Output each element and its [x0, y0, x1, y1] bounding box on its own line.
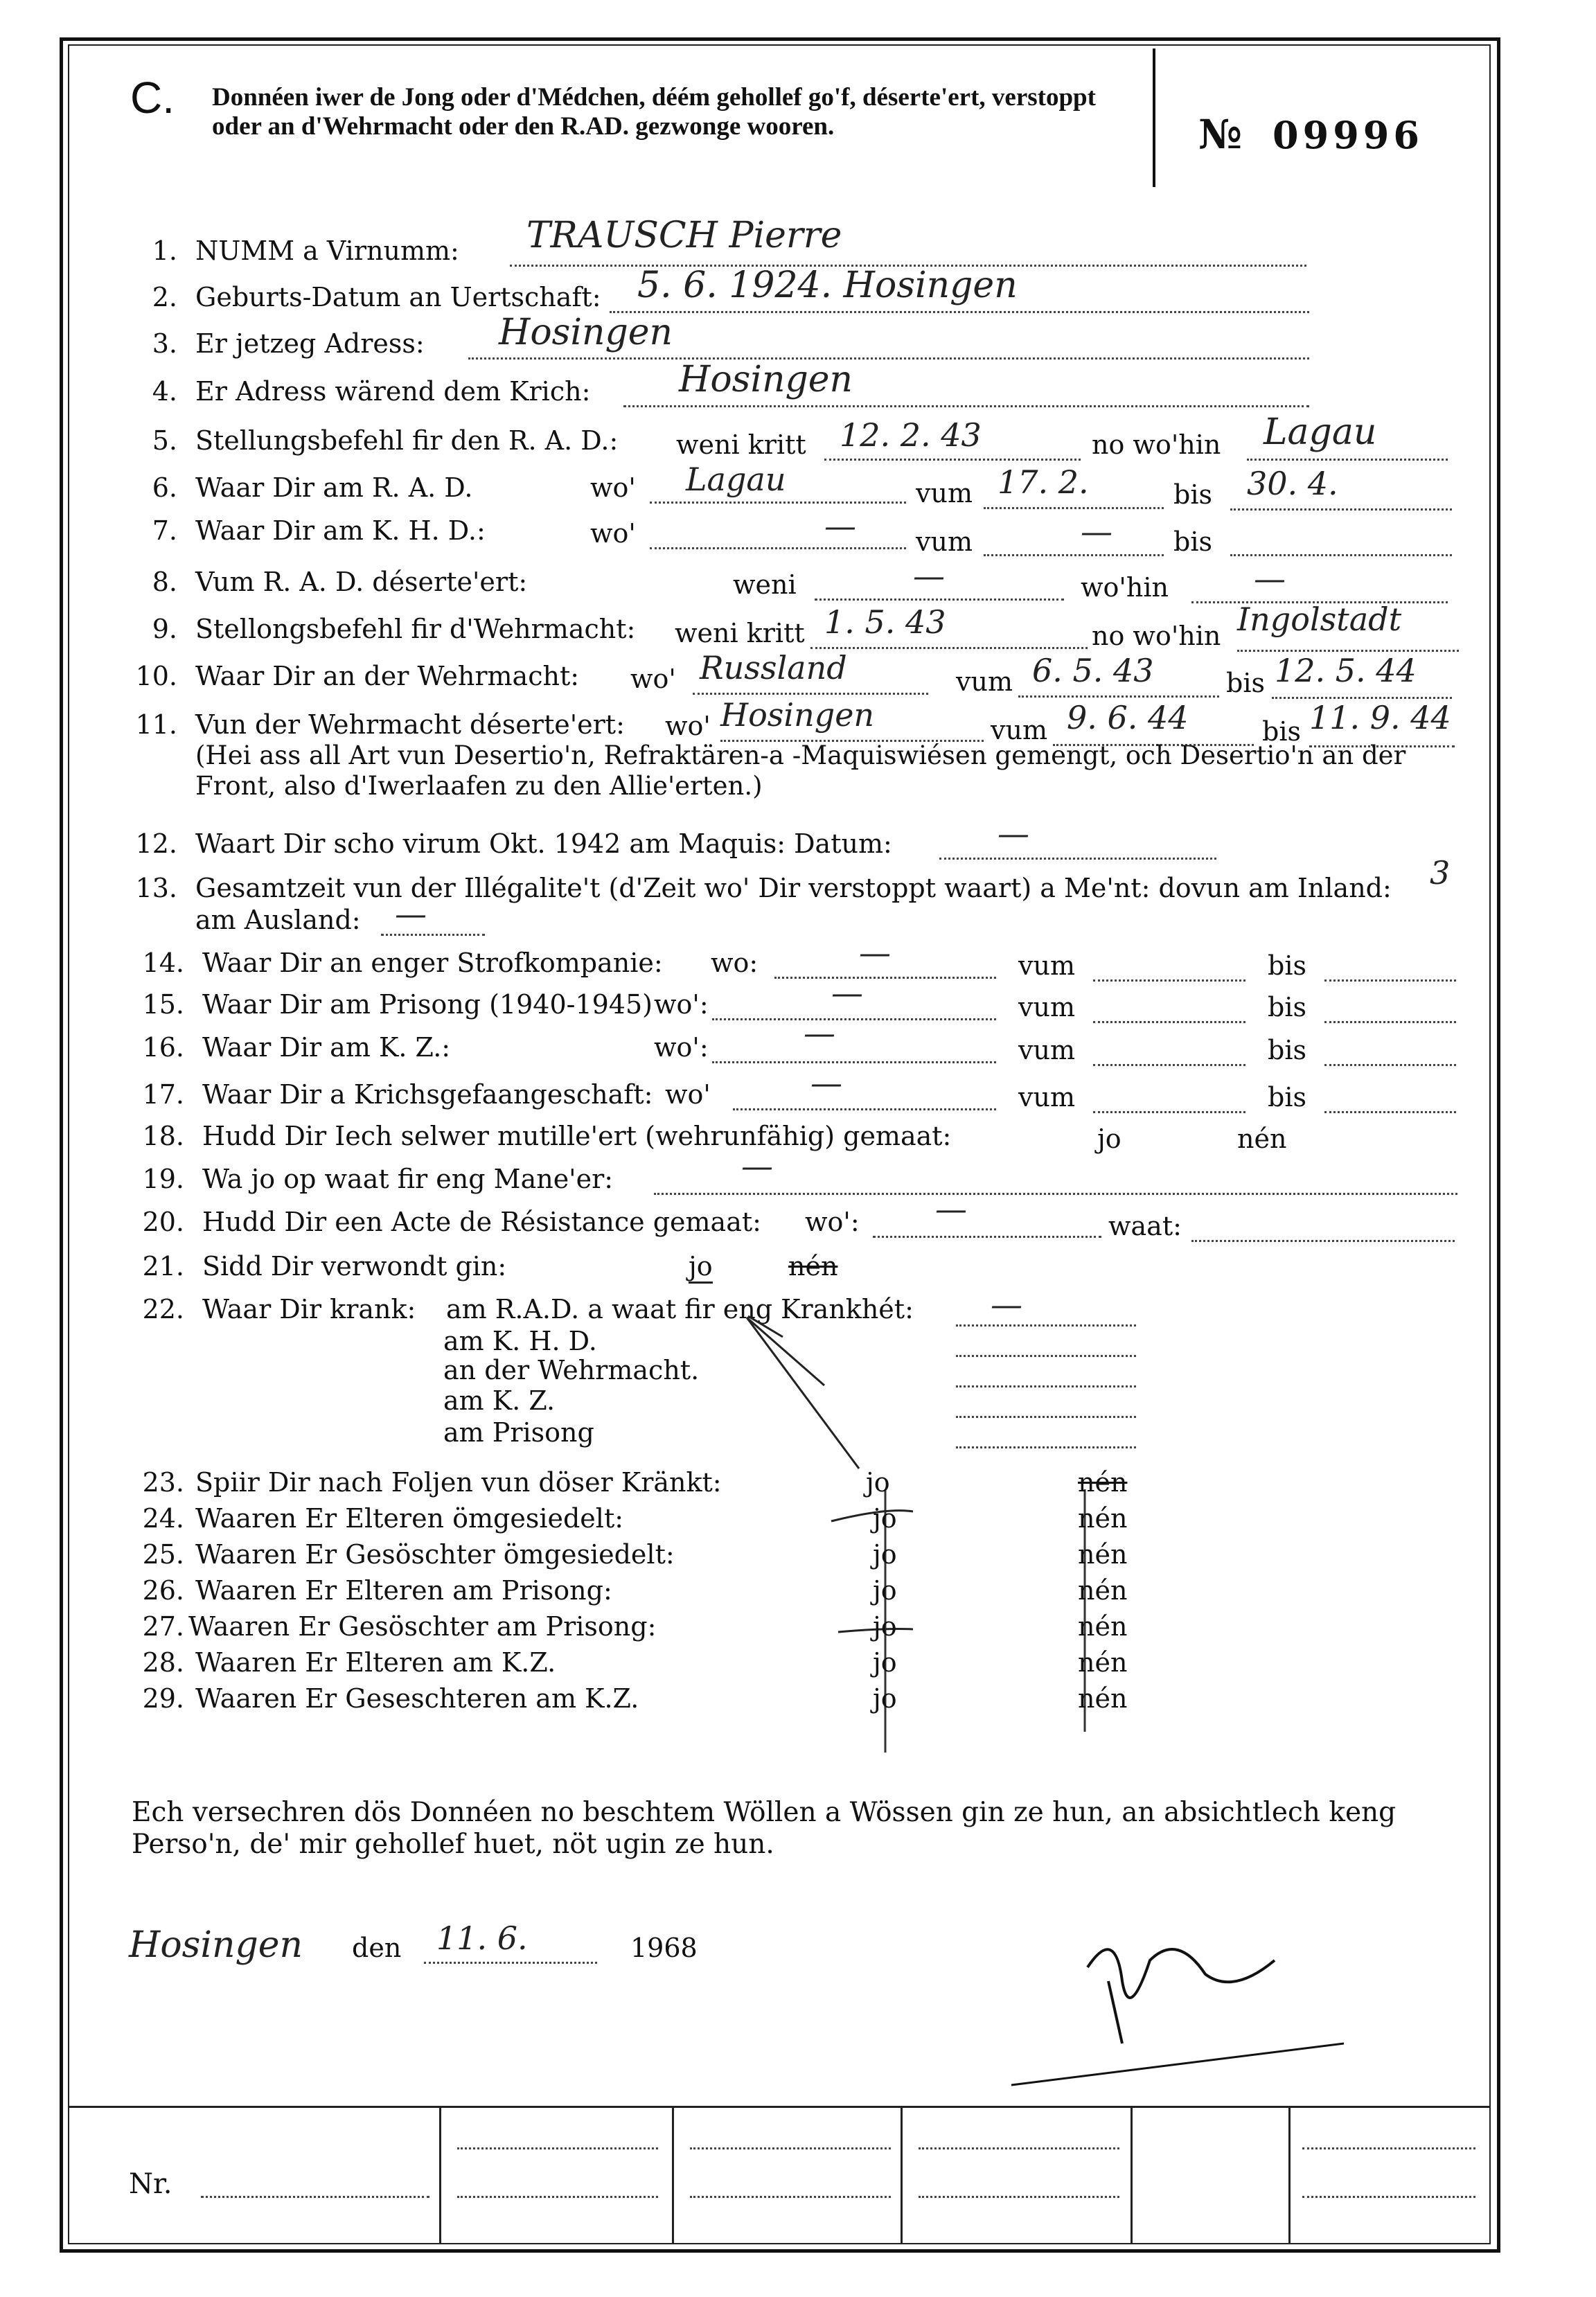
- strafkompanie-place[interactable]: —: [859, 934, 891, 971]
- row-label: am Ausland:: [195, 905, 361, 935]
- row-number: 11.: [135, 709, 177, 740]
- row-number: 28.: [142, 1647, 184, 1678]
- row-label: Vum R. A. D. déserte'ert:: [195, 567, 528, 597]
- row-label: Waar Dir am Prisong (1940-1945): [202, 989, 653, 1020]
- field-label: vum: [1018, 1035, 1075, 1065]
- no-option[interactable]: nén: [1078, 1575, 1128, 1606]
- field-label: bis: [1268, 992, 1306, 1022]
- row-label: Waaren Er Gesöschter am Prisong:: [188, 1611, 657, 1642]
- field-label: wo': [590, 472, 636, 503]
- field-label: weni: [733, 569, 797, 600]
- nr-label: Nr.: [129, 2168, 172, 2200]
- yes-option[interactable]: jo: [866, 1467, 890, 1498]
- field-label: no wo'hin: [1092, 621, 1221, 651]
- row-number: 8.: [152, 567, 177, 597]
- field-label: vum: [916, 526, 973, 557]
- field-label: bis: [1268, 1035, 1306, 1065]
- row-number: 3.: [152, 328, 177, 359]
- form-title: Donnéen iwer de Jong oder d'Médchen, déém gehollef go'f, déserte'ert, verstoppt oder an d'Wehrmacht oder den R.AD. gezwonge wooren.: [212, 83, 1096, 141]
- resistance-place[interactable]: —: [935, 1190, 967, 1227]
- row-number: 25.: [142, 1539, 184, 1570]
- row-number: 2.: [152, 282, 177, 312]
- kz-place[interactable]: —: [804, 1014, 835, 1052]
- row-label: Er jetzeg Adress:: [195, 328, 425, 359]
- row11-note: Front, also d'Iwerlaafen zu den Allie'erten.): [195, 771, 763, 801]
- row-label: Gesamtzeit vun der Illégalite't (d'Zeit wo' Dir verstoppt waart) a Me'nt: dovun am Inland:: [195, 873, 1392, 903]
- prison-place[interactable]: —: [831, 974, 863, 1011]
- wehrmacht-order-place[interactable]: Ingolstadt: [1237, 601, 1402, 638]
- fill-line: [690, 2196, 891, 2198]
- fill-line: [1302, 2196, 1475, 2198]
- row-number: 17.: [142, 1079, 184, 1110]
- table-divider: [439, 2106, 441, 2244]
- row-number: 21.: [142, 1251, 184, 1281]
- field-label: wo': [590, 518, 636, 549]
- signature-year: 1968: [630, 1933, 698, 1963]
- field-label: bis: [1226, 668, 1265, 698]
- field-label: wo':: [654, 989, 709, 1020]
- inland-months[interactable]: 3: [1430, 854, 1451, 892]
- rad-to[interactable]: 30. 4.: [1247, 465, 1338, 502]
- fill-line: [919, 2196, 1119, 2198]
- row-number: 29.: [142, 1683, 184, 1714]
- row-label: Waaren Er Elteren am Prisong:: [195, 1575, 612, 1606]
- yes-option[interactable]: jo: [873, 1647, 897, 1678]
- field-label: bis: [1173, 479, 1212, 510]
- rad-order-place[interactable]: Lagau: [1264, 411, 1377, 453]
- row-label: Hudd Dir een Acte de Résistance gemaat:: [202, 1207, 761, 1237]
- maquis-date[interactable]: —: [998, 815, 1029, 852]
- field-label: bis: [1173, 526, 1212, 557]
- row-number: 22.: [142, 1294, 184, 1324]
- row-label: Stellongsbefehl fir d'Wehrmacht:: [195, 614, 636, 644]
- field-label: wo'hin: [1081, 572, 1169, 603]
- row-number: 6.: [152, 472, 177, 503]
- no-option[interactable]: nén: [1078, 1503, 1128, 1534]
- row-label: Waar Dir am K. Z.:: [202, 1032, 451, 1063]
- row-label: Waaren Er Elteren ömgesiedelt:: [195, 1503, 624, 1534]
- field-label: wo:: [711, 948, 759, 978]
- field-label: wo':: [805, 1207, 860, 1237]
- khd-place[interactable]: —: [824, 507, 856, 544]
- row-label: Geburts-Datum an Uertschaft:: [195, 282, 601, 312]
- row-label: Waaren Er Gesöschter ömgesiedelt:: [195, 1539, 675, 1570]
- desert-place[interactable]: Hosingen: [720, 696, 875, 734]
- field-label: bis: [1268, 950, 1306, 981]
- field-label: wo': [630, 664, 676, 694]
- row-number: 13.: [135, 873, 177, 903]
- address-value[interactable]: Hosingen: [499, 312, 673, 353]
- signature-date[interactable]: 11. 6.: [436, 1919, 528, 1957]
- row-label: Er Adress wärend dem Krich:: [195, 376, 591, 407]
- mutilation-manner[interactable]: —: [741, 1147, 773, 1185]
- no-option[interactable]: nén: [1078, 1467, 1128, 1498]
- fill-line: [1302, 2147, 1475, 2149]
- field-label: vum: [916, 478, 973, 508]
- field-label: bis: [1268, 1082, 1306, 1112]
- pow-place[interactable]: —: [810, 1064, 842, 1101]
- fill-line: [201, 2196, 429, 2198]
- yes-option[interactable]: jo: [873, 1503, 897, 1534]
- field-label: vum: [991, 715, 1047, 745]
- sickness-value[interactable]: —: [991, 1286, 1022, 1323]
- table-divider: [672, 2106, 674, 2244]
- table-divider: [1288, 2106, 1291, 2244]
- field-label: weni kritt: [675, 618, 805, 648]
- yes-option[interactable]: jo: [873, 1683, 897, 1714]
- row-number: 12.: [135, 828, 177, 859]
- field-label: weni kritt: [676, 429, 806, 460]
- row-label: Spiir Dir nach Foljen vun döser Kränkt:: [195, 1467, 722, 1498]
- row-number: 4.: [152, 376, 177, 407]
- row-label: Waar Dir a Krichsgefaangeschaft:: [202, 1079, 653, 1110]
- row-label: Stellungsbefehl fir den R. A. D.:: [195, 425, 619, 456]
- ausland-months[interactable]: —: [395, 895, 427, 932]
- wehrmacht-from[interactable]: 6. 5. 43: [1032, 652, 1154, 689]
- row-number: 14.: [142, 948, 184, 978]
- den-label: den: [352, 1933, 402, 1963]
- row11-note: (Hei ass all Art vun Desertio'n, Refraktären-a -Maquiswiésen gemengt, och Desertio'n an der: [195, 740, 1406, 770]
- field-label: wo': [665, 711, 711, 741]
- field-label: wo': [665, 1079, 711, 1110]
- row-number: 15.: [142, 989, 184, 1020]
- field-label: vum: [1018, 992, 1075, 1022]
- field-label: vum: [956, 666, 1013, 697]
- row-label: Waar Dir krank:: [202, 1294, 416, 1324]
- row-number: 24.: [142, 1503, 184, 1534]
- number-symbol: №: [1198, 111, 1243, 158]
- row-number: 16.: [142, 1032, 184, 1063]
- row-label: Vun der Wehrmacht déserte'ert:: [195, 709, 625, 740]
- rad-desert-place[interactable]: —: [1254, 560, 1286, 597]
- row-number: 10.: [135, 661, 177, 691]
- fill-line: [457, 2147, 658, 2149]
- row-number: 26.: [142, 1575, 184, 1606]
- row-label: Waar Dir an enger Strofkompanie:: [202, 948, 663, 978]
- yes-option[interactable]: jo: [1097, 1124, 1121, 1154]
- rad-place[interactable]: Lagau: [686, 461, 786, 498]
- row-number: 19.: [142, 1164, 184, 1194]
- row-number: 23.: [142, 1467, 184, 1498]
- wehrmacht-order-date[interactable]: 1. 5. 43: [824, 603, 946, 641]
- no-option[interactable]: nén: [1078, 1611, 1128, 1642]
- birth-value[interactable]: 5. 6. 1924. Hosingen: [637, 265, 1018, 306]
- name-value[interactable]: TRAUSCH Pierre: [526, 215, 842, 256]
- row-label: Wa jo op waat fir eng Mane'er:: [202, 1164, 614, 1194]
- table-divider: [1130, 2106, 1133, 2244]
- field-label: wo':: [654, 1032, 709, 1063]
- row-label: Waar Dir am R. A. D.: [195, 472, 473, 503]
- war-address-value[interactable]: Hosingen: [679, 359, 853, 400]
- yes-option[interactable]: jo: [689, 1251, 713, 1284]
- row-label: Waar Dir am K. H. D.:: [195, 515, 486, 546]
- row-label: Waaren Er Geseschteren am K.Z.: [195, 1683, 639, 1714]
- yes-option[interactable]: jo: [873, 1611, 897, 1642]
- field-label: waat:: [1108, 1211, 1182, 1241]
- row-label: NUMM a Virnumm:: [195, 236, 459, 266]
- no-option[interactable]: nén: [1078, 1647, 1128, 1678]
- sickness-item: am R.A.D. a waat fir eng Krankhét:: [446, 1294, 914, 1324]
- row-label: Waaren Er Elteren am K.Z.: [195, 1647, 556, 1678]
- sickness-item: an der Wehrmacht.: [443, 1355, 700, 1385]
- no-option[interactable]: nén: [1078, 1539, 1128, 1570]
- wehrmacht-place[interactable]: Russland: [700, 649, 847, 686]
- section-letter: C.: [130, 73, 175, 123]
- row-number: 18.: [142, 1121, 184, 1151]
- row-label: Hudd Dir Iech selwer mutille'ert (wehrunfähig) gemaat:: [202, 1121, 952, 1151]
- row-number: 1.: [152, 236, 177, 266]
- row-label: Sidd Dir verwondt gin:: [202, 1251, 507, 1281]
- rad-desert-date[interactable]: —: [913, 557, 945, 594]
- field-label: bis: [1262, 716, 1301, 747]
- row-label: Waart Dir scho virum Okt. 1942 am Maquis: Datum:: [195, 828, 892, 859]
- no-option[interactable]: nén: [1078, 1683, 1128, 1714]
- fill-line: [690, 2147, 891, 2149]
- bottom-table: [68, 2106, 1491, 2246]
- rad-order-date[interactable]: 12. 2. 43: [840, 416, 982, 454]
- desert-from[interactable]: 9. 6. 44: [1067, 699, 1189, 736]
- number-value: 09996: [1273, 113, 1424, 157]
- no-option[interactable]: nén: [788, 1251, 838, 1281]
- row-number: 20.: [142, 1207, 184, 1237]
- row-label: Waar Dir an der Wehrmacht:: [195, 661, 580, 691]
- yes-option[interactable]: jo: [873, 1575, 897, 1606]
- row-number: 7.: [152, 515, 177, 546]
- desert-to[interactable]: 11. 9. 44: [1309, 699, 1451, 736]
- row-number: 5.: [152, 425, 177, 456]
- fill-line: [424, 1962, 597, 1964]
- row-number: 9.: [152, 614, 177, 644]
- yes-option[interactable]: jo: [873, 1539, 897, 1570]
- row-number: 27.: [142, 1611, 184, 1642]
- sickness-item: am K. Z.: [443, 1385, 556, 1416]
- field-label: vum: [1018, 1082, 1075, 1112]
- no-option[interactable]: nén: [1237, 1124, 1287, 1154]
- rad-from[interactable]: 17. 2.: [998, 463, 1089, 501]
- declaration-text: Ech versechren dös Donnéen no beschtem Wöllen a Wössen gin ze hun, an absichtlech keng Perso'n, de' mir gehollef huet, nöt ugin ze hun.: [132, 1797, 1396, 1860]
- sickness-item: am Prisong: [443, 1417, 594, 1448]
- sickness-item: am K. H. D.: [443, 1326, 597, 1356]
- table-divider: [901, 2106, 903, 2244]
- signature-place[interactable]: Hosingen: [129, 1924, 303, 1966]
- field-label: vum: [1018, 950, 1075, 981]
- fill-line: [457, 2196, 658, 2198]
- khd-from[interactable]: —: [1081, 513, 1112, 550]
- field-label: no wo'hin: [1092, 429, 1221, 460]
- fill-line: [919, 2147, 1119, 2149]
- wehrmacht-to[interactable]: 12. 5. 44: [1275, 652, 1417, 689]
